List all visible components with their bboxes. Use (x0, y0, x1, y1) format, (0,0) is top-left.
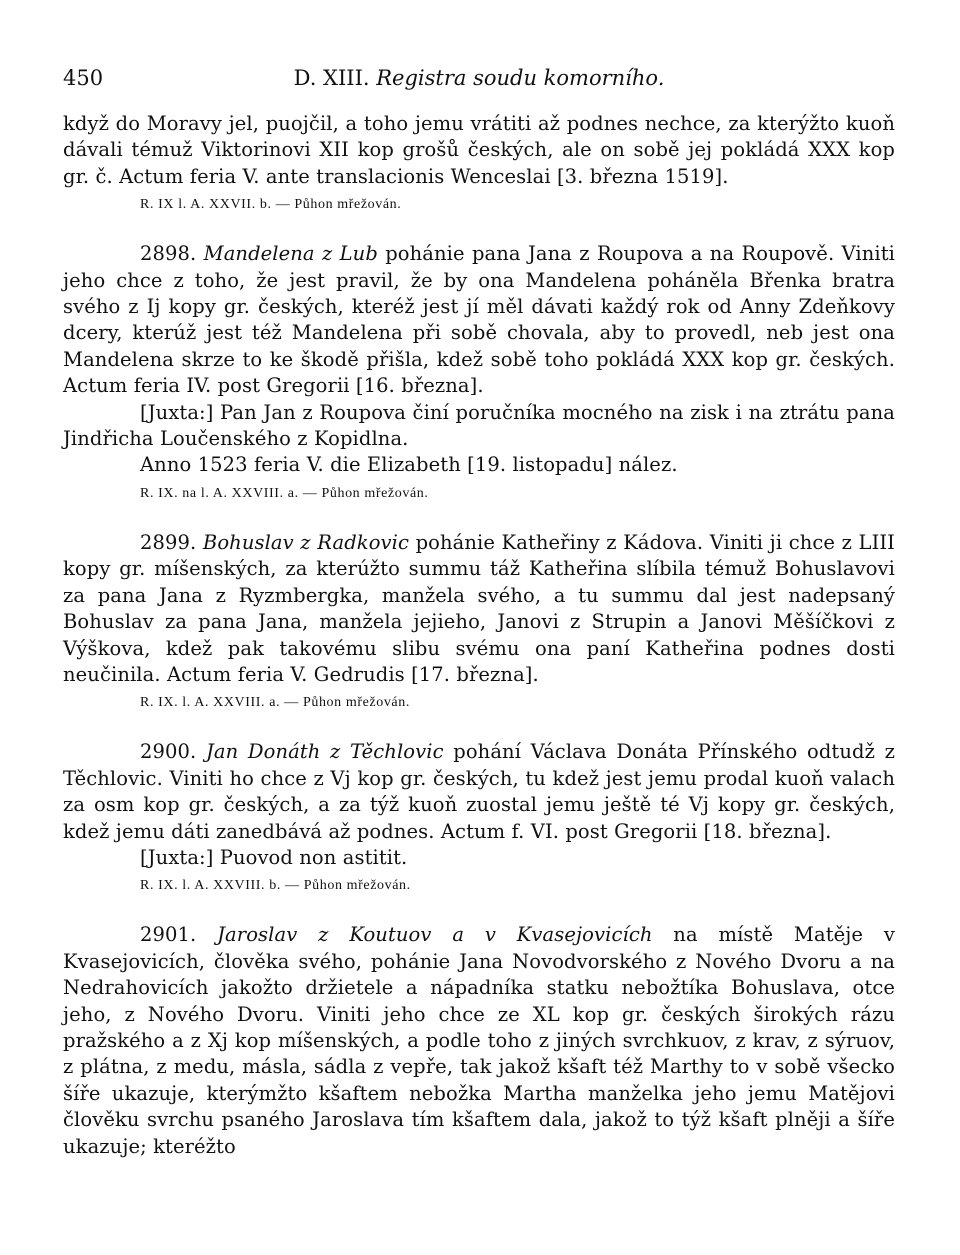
entry-number: 2899. (140, 530, 197, 554)
entry-number: 2901. (140, 923, 197, 947)
entry-2901 (63, 922, 895, 1160)
page-number: 450 (63, 66, 104, 90)
archival-note: R. IX. l. A. XXVIII. a. — Půhon mřežován. (140, 695, 410, 711)
entry-text: pohánie Katheřiny z Kádova. Viniti ji chce z LIII kopy gr. míšenských, za kterúžto summu táž Katheřina slíbila témuž Bohuslavovi za pana Jana z Ryzmbergka, manžela svého, a tu summu dal jest nadepsaný Bohuslav za pana Jana, manžela jejieho, Janovi z Strupin a Janovi Měšíčkovi z Výškova, kdež pak takovému slibu svému ona paní Katheřina podnes dosti neučinila. Actum feria V. Gedrudis [17. března]. (63, 530, 895, 686)
archival-note: R. IX l. A. XXVII. b. — Půhon mřežován. (140, 197, 402, 213)
entry-text: na místě Matěje v Kvasejovicích, člověka svého, pohánie Jana Novodvorského z Nového Dvoru a na Nedrahovicích jakožto držietele a nápadníka statku nebožtíka Bohuslava, otce jeho, z Nového Dvoru. Viniti jeho chce ze XL kop gr. českých širokých rázu pražského a z Xj kop míšenských, a podle toho z jiných svrchkuov, z krav, z sýruov, z plátna, z medu, másla, sádla z vepře, tak jakož kšaft též Marthy to v sobě všecko šíře ukazuje, kterýmžto kšaftem nebožka Martha manželka jeho jemu Matějovi člověku svrchu psaného Jaroslava tím kšaftem dala, jakož to týž kšaft plněji a šíře ukazuje; kteréžto (63, 923, 895, 1158)
entry-2899 (63, 530, 895, 688)
register-title: Registra soudu komorního. (376, 66, 665, 90)
entry-number: 2898. (140, 242, 197, 266)
plaintiff-name: Jan Donáth z Těchlovic (205, 740, 444, 764)
juxta-paragraph: [Juxta:] Pan Jan z Roupova činí poručníka mocného na zisk i na ztrátu pana Jindřicha Loučenského z Kopidlna. (63, 400, 895, 451)
verdict-paragraph: Anno 1523 feria V. die Elizabeth [19. listopadu] nález. (140, 453, 678, 477)
entry-number: 2900. (140, 740, 197, 764)
juxta-paragraph: [Juxta:] Puovod non astitit. (140, 845, 408, 869)
plaintiff-name: Jaroslav z Koutuov a v Kvasejovicích (217, 923, 653, 947)
intro-paragraph: když do Moravy jel, puojčil, a toho jemu vrátiti až podnes nechce, za kterýžto kuoň dávali témuž Viktorinovi XII kop grošů českých, ale on sobě jej pokládá XXX kop gr. č. Actum feria V. ante translacionis Wenceslai [3. března 1519]. (63, 112, 895, 188)
document-page (63, 66, 895, 1160)
archival-note: R. IX. na l. A. XXVIII. a. — Půhon mřežován. (140, 485, 429, 501)
plaintiff-name: Mandelena z Lub (203, 242, 378, 266)
entry-text: pohání Václava Donáta Přínského odtudž z Těchlovic. Viniti ho chce z Vj kop gr. českých, tu kdež jest jemu prodal kuoň valach za osm kop gr. českých, a za týž kuoň zuostal jemu ještě té Vj kopy gr. českých, kdež jemu dáti zanedbává až podnes. Actum f. VI. post Gregorii [18. března]. (63, 740, 895, 843)
section-mark: D. XIII. (293, 66, 370, 90)
entry-2898 (63, 241, 895, 399)
running-header (63, 66, 895, 98)
plaintiff-name: Bohuslav z Radkovic (202, 530, 410, 554)
entry-text: pohánie pana Jana z Roupova a na Roupově. Viniti jeho chce z toho, že jest pravil, že by ona Mandelena poháněla Břenka bratra svého z Ij kopy gr. českých, kteréž jest jí měl dávati každý rok od Anny Zdeňkovy dcery, kterúž jest též Mandelena při sobě chovala, aby to provedl, neb jest ona Mandelena skrze to ke škodě přišla, kdež sobě toho pokládá XXX kop gr. českých. Actum feria IV. post Gregorii [16. března]. (63, 242, 895, 398)
running-title (63, 66, 895, 90)
entry-2900 (63, 739, 895, 845)
archival-note: R. IX. l. A. XXVIII. b. — Půhon mřežován. (140, 878, 411, 894)
